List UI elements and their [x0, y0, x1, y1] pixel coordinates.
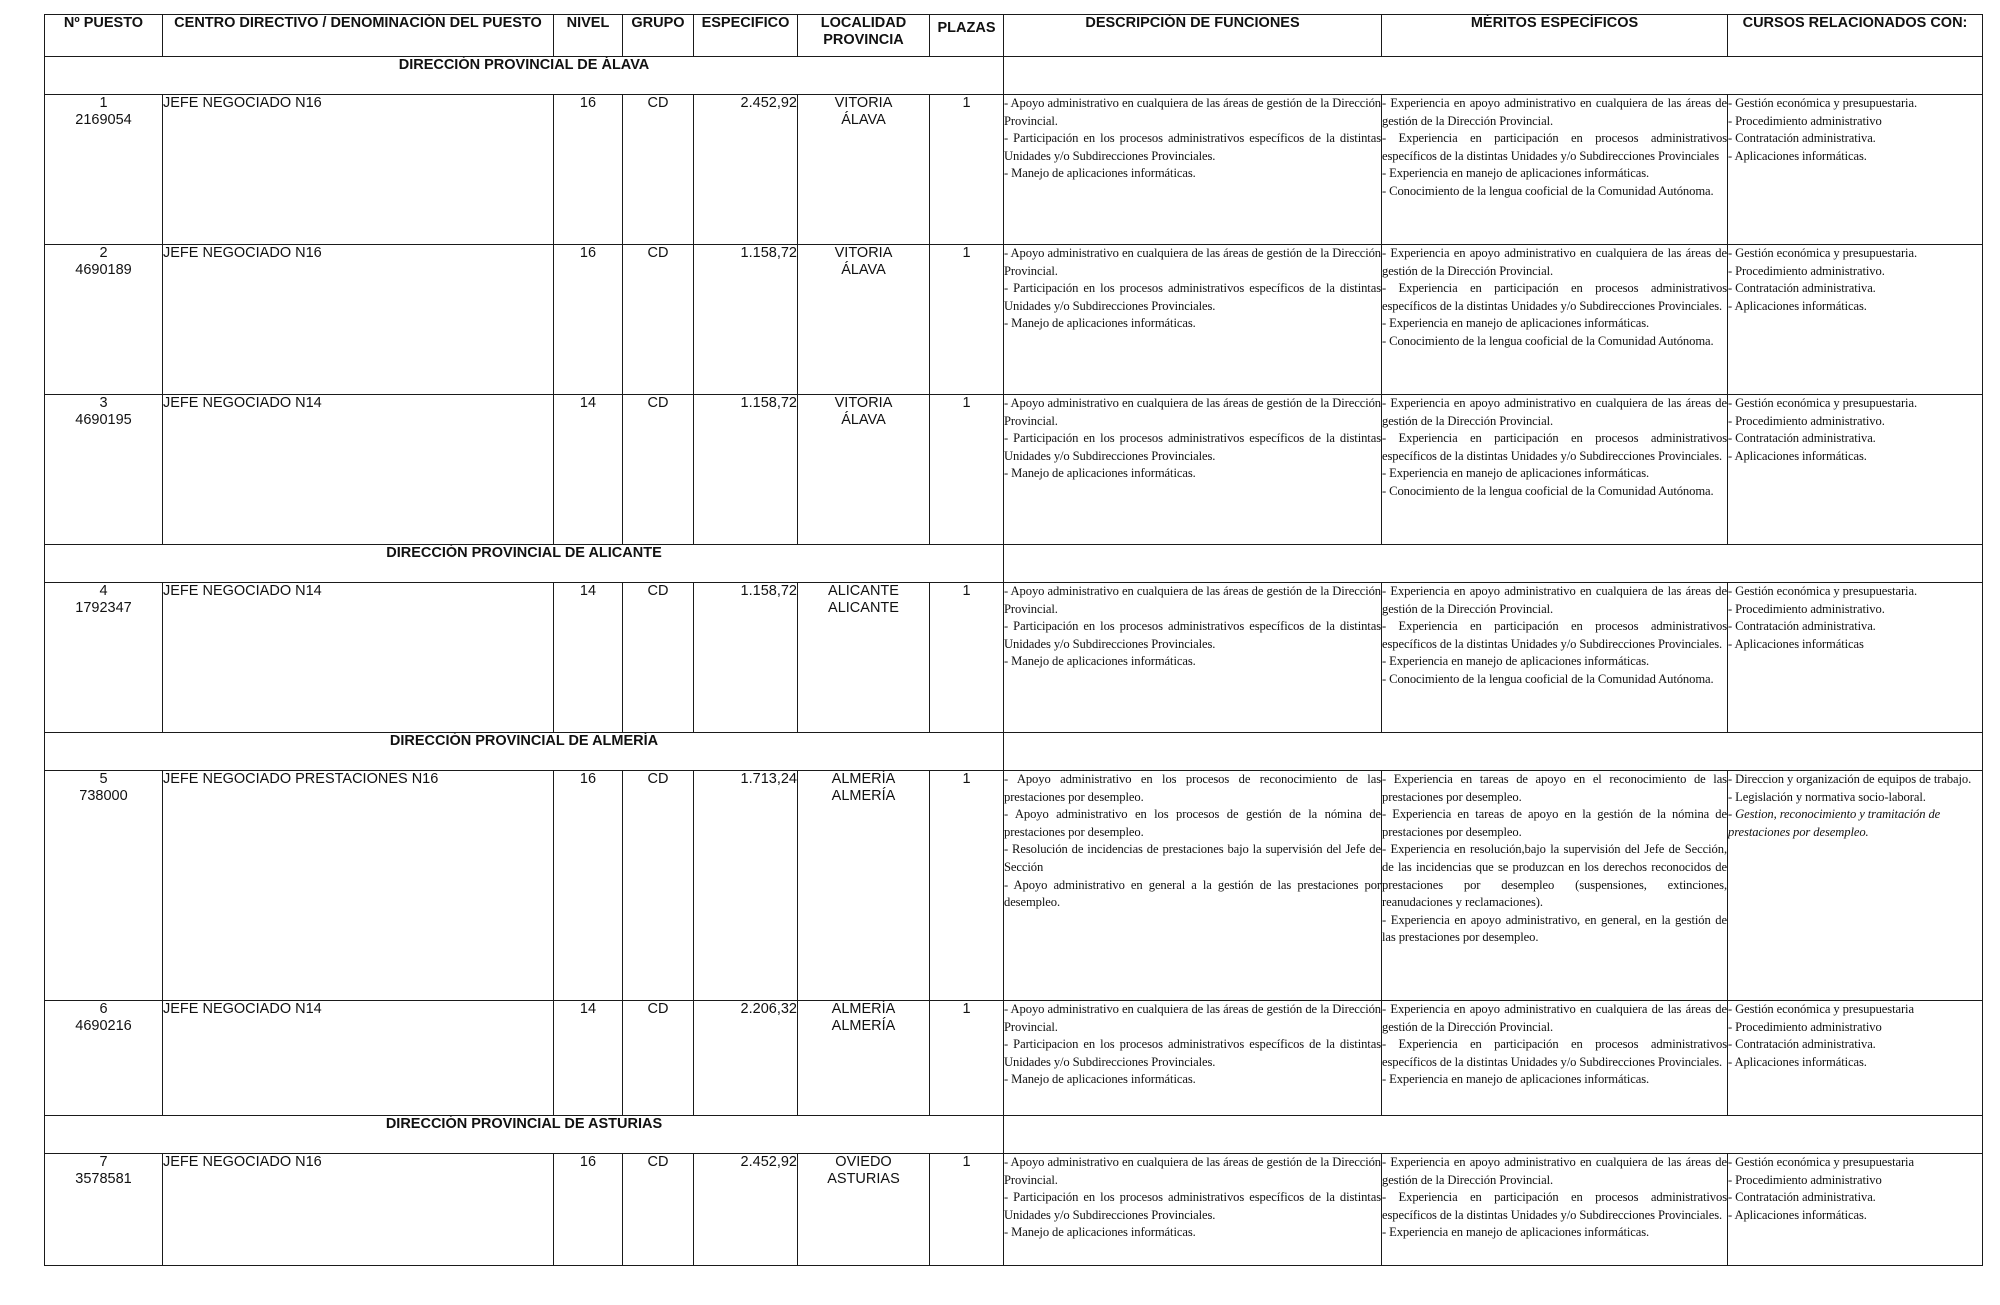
- table-row: [45, 771, 1983, 1001]
- denominacion: JEFE NEGOCIADO N16: [163, 95, 322, 111]
- merito-item: - Experiencia en participación en procesos administrativos específicos de la distintas Unidades y/o Subdirecciones Provinciales: [1382, 131, 1727, 163]
- table-row: [45, 395, 1983, 545]
- cell-meritos: [1382, 1154, 1728, 1266]
- cell-plazas: [930, 1154, 1004, 1266]
- cell-meritos: [1382, 395, 1728, 545]
- cell-meritos: [1382, 95, 1728, 245]
- job-positions-table: [44, 14, 1983, 1266]
- curso-item: - Contratación administrativa.: [1728, 131, 1876, 146]
- puesto-code: 738000: [79, 788, 128, 804]
- cell-denominacion: [163, 95, 554, 245]
- grupo: CD: [647, 245, 669, 261]
- curso-item: - Aplicaciones informáticas: [1728, 636, 1864, 651]
- cell-meritos: [1382, 245, 1728, 395]
- curso-item: - Procedimiento administrativo: [1728, 113, 1882, 128]
- funcion-item: - Manejo de aplicaciones informáticas.: [1004, 466, 1196, 481]
- cell-denominacion: [163, 245, 554, 395]
- section-title-cell: [45, 733, 1004, 771]
- cell-puesto: [45, 245, 163, 395]
- merito-item: - Experiencia en participación en procesos administrativos específicos de la distintas Unidades y/o Subdirecciones Provinciales.: [1382, 1037, 1727, 1069]
- cell-grupo: [623, 771, 694, 1001]
- section-row: [45, 1116, 1983, 1154]
- section-title: DIRECCIÓN PROVINCIAL DE ÁLAVA: [398, 57, 650, 73]
- merito-item: - Experiencia en tareas de apoyo en la gestión de la nómina de prestaciones por desempleo.: [1382, 807, 1727, 839]
- cell-plazas: [930, 245, 1004, 395]
- funcion-item: - Manejo de aplicaciones informáticas.: [1004, 316, 1196, 331]
- merito-item: - Experiencia en apoyo administrativo en cualquiera de las áreas de gestión de la Dirección Provincial.: [1382, 246, 1727, 278]
- provincia: ÁLAVA: [841, 412, 886, 428]
- puesto-code: 3578581: [75, 1171, 132, 1187]
- curso-item: - Gestión económica y presupuestaria.: [1728, 246, 1917, 260]
- funcion-item: - Apoyo administrativo en los procesos de reconocimiento de las prestaciones por desempleo.: [1004, 772, 1381, 804]
- curso-item: - Gestión económica y presupuestaria.: [1728, 584, 1917, 598]
- puesto-number: 4: [99, 583, 108, 599]
- merito-item: - Experiencia en participación en procesos administrativos específicos de la distintas Unidades y/o Subdirecciones Provinciales.: [1382, 1190, 1727, 1222]
- funcion-item: - Participación en los procesos administrativos específicos de la distintas Unidades y/o Subdirecciones Provinciales.: [1004, 1190, 1381, 1222]
- funcion-item: - Participación en los procesos administrativos específicos de la distintas Unidades y/o Subdirecciones Provinciales.: [1004, 281, 1381, 313]
- curso-item: - Aplicaciones informáticas.: [1728, 1054, 1867, 1069]
- cell-puesto: [45, 95, 163, 245]
- cell-funciones: [1004, 245, 1382, 395]
- plazas: 1: [962, 395, 971, 411]
- especifico: 2.452,92: [740, 95, 797, 111]
- localidad: ALMERÍA: [831, 771, 896, 787]
- puesto-number: 1: [99, 95, 108, 111]
- nivel: 14: [579, 583, 597, 599]
- puesto-code: 4690216: [75, 1018, 132, 1034]
- merito-item: - Experiencia en manejo de aplicaciones informáticas.: [1382, 1225, 1650, 1240]
- provincia: ÁLAVA: [841, 112, 886, 128]
- curso-item: - Gestion, reconocimiento y tramitación de prestaciones por desempleo.: [1728, 807, 1941, 839]
- grupo: CD: [647, 1154, 669, 1170]
- plazas: 1: [962, 583, 971, 599]
- curso-item: - Contratación administrativa.: [1728, 281, 1876, 296]
- funcion-item: - Manejo de aplicaciones informáticas.: [1004, 654, 1196, 669]
- especifico: 2.206,32: [740, 1001, 797, 1017]
- cell-nivel: [554, 1001, 623, 1116]
- puesto-code: 2169054: [75, 112, 132, 128]
- cell-meritos: [1382, 771, 1728, 1001]
- cell-puesto: [45, 771, 163, 1001]
- curso-item: - Procedimiento administrativo.: [1728, 601, 1885, 616]
- header-centro: CENTRO DIRECTIVO / DENOMINACIÓN DEL PUESTO: [163, 15, 554, 57]
- table-row: [45, 583, 1983, 733]
- section-empty-cell: [1004, 1116, 1983, 1154]
- cell-denominacion: [163, 583, 554, 733]
- cell-grupo: [623, 245, 694, 395]
- cell-plazas: [930, 1001, 1004, 1116]
- section-empty-cell: [1004, 57, 1983, 95]
- cell-localidad-provincia: [798, 395, 930, 545]
- localidad: OVIEDO: [835, 1154, 892, 1170]
- funcion-item: - Apoyo administrativo en cualquiera de las áreas de gestión de la Dirección Provincial.: [1004, 1155, 1381, 1187]
- table-row: [45, 1001, 1983, 1116]
- curso-item: - Contratación administrativa.: [1728, 619, 1876, 634]
- cell-funciones: [1004, 1001, 1382, 1116]
- grupo: CD: [647, 1001, 669, 1017]
- plazas: 1: [962, 95, 971, 111]
- cell-cursos: [1728, 1001, 1983, 1116]
- cell-nivel: [554, 1154, 623, 1266]
- cell-grupo: [623, 1001, 694, 1116]
- funcion-item: - Apoyo administrativo en general a la gestión de las prestaciones por desempleo.: [1004, 877, 1381, 910]
- provincia: ALMERÍA: [831, 788, 896, 804]
- cell-plazas: [930, 95, 1004, 245]
- merito-item: - Experiencia en apoyo administrativo en cualquiera de las áreas de gestión de la Dirección Provincial.: [1382, 584, 1727, 616]
- puesto-code: 4690189: [75, 262, 132, 278]
- funcion-item: - Apoyo administrativo en cualquiera de las áreas de gestión de la Dirección Provincial.: [1004, 96, 1381, 128]
- cell-nivel: [554, 771, 623, 1001]
- merito-item: - Experiencia en resolución,bajo la supervisión del Jefe de Sección, de las incidencias que se produzcan en los derechos reconocidos de prestaciones por desempleo (suspensiones, extinciones, reanudaciones y reclamaciones).: [1382, 842, 1727, 910]
- grupo: CD: [647, 395, 669, 411]
- table-row: [45, 1154, 1983, 1266]
- denominacion: JEFE NEGOCIADO PRESTACIONES N16: [163, 771, 439, 787]
- section-empty-cell: [1004, 733, 1983, 771]
- cell-puesto: [45, 1154, 163, 1266]
- curso-item: - Legislación y normativa socio-laboral.: [1728, 789, 1926, 804]
- curso-item: - Gestión económica y presupuestaria: [1728, 1155, 1914, 1169]
- curso-item: - Contratación administrativa.: [1728, 1190, 1876, 1205]
- funcion-item: - Manejo de aplicaciones informáticas.: [1004, 166, 1196, 181]
- header-provincia: PROVINCIA: [823, 32, 904, 48]
- curso-item: - Aplicaciones informáticas.: [1728, 1207, 1867, 1222]
- header-descripcion: DESCRIPCIÓN DE FUNCIONES: [1004, 15, 1382, 57]
- curso-item: - Gestión económica y presupuestaria.: [1728, 96, 1917, 110]
- cell-puesto: [45, 395, 163, 545]
- funcion-item: - Apoyo administrativo en los procesos de gestión de la nómina de prestaciones por desempleo.: [1004, 807, 1381, 839]
- provincia: ALMERÍA: [831, 1018, 896, 1034]
- curso-item: - Gestión económica y presupuestaria.: [1728, 396, 1917, 410]
- cell-puesto: [45, 583, 163, 733]
- provincia: ALICANTE: [828, 600, 899, 616]
- section-title: DIRECCIÓN PROVINCIAL DE ALICANTE: [386, 545, 662, 561]
- cell-especifico: [694, 771, 798, 1001]
- cell-grupo: [623, 395, 694, 545]
- curso-item: - Aplicaciones informáticas.: [1728, 148, 1867, 163]
- funcion-item: - Participacion en los procesos administrativos específicos de la distintas Unidades y/o Subdirecciones Provinciales.: [1004, 1037, 1381, 1069]
- merito-item: - Conocimiento de la lengua cooficial de la Comunidad Autónoma.: [1382, 333, 1714, 348]
- header-grupo: GRUPO: [623, 15, 694, 57]
- cell-especifico: [694, 245, 798, 395]
- localidad: VITORIA: [834, 395, 893, 411]
- especifico: 1.158,72: [740, 395, 797, 411]
- merito-item: - Experiencia en apoyo administrativo en cualquiera de las áreas de gestión de la Dirección Provincial.: [1382, 1155, 1727, 1187]
- cell-localidad-provincia: [798, 1154, 930, 1266]
- funcion-item: - Apoyo administrativo en cualquiera de las áreas de gestión de la Dirección Provincial.: [1004, 246, 1381, 278]
- cell-cursos: [1728, 395, 1983, 545]
- cell-grupo: [623, 95, 694, 245]
- table-body: [45, 57, 1983, 1266]
- especifico: 1.158,72: [740, 583, 797, 599]
- localidad: VITORIA: [834, 95, 893, 111]
- merito-item: - Experiencia en participación en procesos administrativos específicos de la distintas Unidades y/o Subdirecciones Provinciales.: [1382, 619, 1727, 651]
- merito-item: - Experiencia en participación en procesos administrativos específicos de la distintas Unidades y/o Subdirecciones Provinciales.: [1382, 431, 1727, 463]
- funcion-item: - Apoyo administrativo en cualquiera de las áreas de gestión de la Dirección Provincial.: [1004, 584, 1381, 616]
- merito-item: - Conocimiento de la lengua cooficial de la Comunidad Autónoma.: [1382, 671, 1714, 686]
- localidad: ALMERÍA: [831, 1001, 896, 1017]
- puesto-code: 4690195: [75, 412, 132, 428]
- nivel: 16: [579, 245, 597, 261]
- cell-denominacion: [163, 395, 554, 545]
- merito-item: - Experiencia en manejo de aplicaciones informáticas.: [1382, 654, 1650, 669]
- denominacion: JEFE NEGOCIADO N16: [163, 1154, 322, 1170]
- cell-grupo: [623, 1154, 694, 1266]
- cell-nivel: [554, 95, 623, 245]
- cell-plazas: [930, 771, 1004, 1001]
- cell-grupo: [623, 583, 694, 733]
- cell-especifico: [694, 395, 798, 545]
- denominacion: JEFE NEGOCIADO N14: [163, 395, 322, 411]
- cell-cursos: [1728, 1154, 1983, 1266]
- funcion-item: - Apoyo administrativo en cualquiera de las áreas de gestión de la Dirección Provincial.: [1004, 1002, 1381, 1034]
- merito-item: - Experiencia en tareas de apoyo en el reconocimiento de las prestaciones por desempleo.: [1382, 772, 1727, 804]
- cell-localidad-provincia: [798, 771, 930, 1001]
- section-row: [45, 733, 1983, 771]
- merito-item: - Experiencia en manejo de aplicaciones informáticas.: [1382, 466, 1650, 481]
- header-puesto: Nº PUESTO: [45, 15, 163, 57]
- merito-item: - Experiencia en apoyo administrativo en cualquiera de las áreas de gestión de la Dirección Provincial.: [1382, 1002, 1727, 1034]
- localidad: VITORIA: [834, 245, 893, 261]
- funcion-item: - Apoyo administrativo en cualquiera de las áreas de gestión de la Dirección Provincial.: [1004, 396, 1381, 428]
- funcion-item: - Participación en los procesos administrativos específicos de la distintas Unidades y/o Subdirecciones Provinciales.: [1004, 431, 1381, 463]
- grupo: CD: [647, 95, 669, 111]
- section-title: DIRECCIÓN PROVINCIAL DE ASTURIAS: [385, 1116, 663, 1132]
- cell-especifico: [694, 1001, 798, 1116]
- merito-item: - Conocimiento de la lengua cooficial de la Comunidad Autónoma.: [1382, 483, 1714, 498]
- cell-denominacion: [163, 1154, 554, 1266]
- curso-item: - Direccion y organización de equipos de trabajo.: [1728, 772, 1972, 786]
- provincia: ÁLAVA: [841, 262, 886, 278]
- header-nivel: NIVEL: [554, 15, 623, 57]
- plazas: 1: [962, 771, 971, 787]
- funcion-item: - Manejo de aplicaciones informáticas.: [1004, 1225, 1196, 1240]
- especifico: 2.452,92: [740, 1154, 797, 1170]
- curso-item: - Aplicaciones informáticas.: [1728, 298, 1867, 313]
- cell-funciones: [1004, 395, 1382, 545]
- plazas: 1: [962, 1001, 971, 1017]
- cell-cursos: [1728, 95, 1983, 245]
- header-plazas: PLAZAS: [930, 15, 1004, 57]
- cell-puesto: [45, 1001, 163, 1116]
- cell-localidad-provincia: [798, 245, 930, 395]
- nivel: 16: [579, 1154, 597, 1170]
- plazas: 1: [962, 1154, 971, 1170]
- cell-denominacion: [163, 1001, 554, 1116]
- grupo: CD: [647, 771, 669, 787]
- cell-plazas: [930, 395, 1004, 545]
- cell-nivel: [554, 583, 623, 733]
- curso-item: - Contratación administrativa.: [1728, 431, 1876, 446]
- header-cursos: CURSOS RELACIONADOS CON:: [1728, 15, 1983, 57]
- header-meritos: MÉRITOS ESPECÍFICOS: [1382, 15, 1728, 57]
- puesto-number: 6: [99, 1001, 108, 1017]
- cell-especifico: [694, 583, 798, 733]
- cell-localidad-provincia: [798, 583, 930, 733]
- cell-especifico: [694, 1154, 798, 1266]
- header-row: [45, 15, 1983, 57]
- merito-item: - Experiencia en manejo de aplicaciones informáticas.: [1382, 1072, 1650, 1087]
- section-title-cell: [45, 545, 1004, 583]
- nivel: 14: [579, 395, 597, 411]
- curso-item: - Procedimiento administrativo: [1728, 1019, 1882, 1034]
- plazas: 1: [962, 245, 971, 261]
- nivel: 16: [579, 771, 597, 787]
- cell-nivel: [554, 395, 623, 545]
- puesto-number: 7: [99, 1154, 108, 1170]
- section-title-cell: [45, 57, 1004, 95]
- cell-meritos: [1382, 1001, 1728, 1116]
- cell-funciones: [1004, 95, 1382, 245]
- merito-item: - Experiencia en apoyo administrativo, en general, en la gestión de las prestaciones por desempleo.: [1382, 912, 1727, 945]
- cell-funciones: [1004, 771, 1382, 1001]
- especifico: 1.713,24: [740, 771, 797, 787]
- merito-item: - Experiencia en manejo de aplicaciones informáticas.: [1382, 166, 1650, 181]
- merito-item: - Experiencia en manejo de aplicaciones informáticas.: [1382, 316, 1650, 331]
- cell-denominacion: [163, 771, 554, 1001]
- especifico: 1.158,72: [740, 245, 797, 261]
- section-empty-cell: [1004, 545, 1983, 583]
- header-especifico: ESPECIFICO: [694, 15, 798, 57]
- grupo: CD: [647, 583, 669, 599]
- nivel: 16: [579, 95, 597, 111]
- merito-item: - Experiencia en apoyo administrativo en cualquiera de las áreas de gestión de la Dirección Provincial.: [1382, 396, 1727, 428]
- puesto-number: 2: [99, 245, 108, 261]
- denominacion: JEFE NEGOCIADO N14: [163, 583, 322, 599]
- section-title-cell: [45, 1116, 1004, 1154]
- header-localidad-provincia: [798, 15, 930, 57]
- header-localidad: LOCALIDAD: [820, 15, 907, 31]
- merito-item: - Experiencia en participación en procesos administrativos específicos de la distintas Unidades y/o Subdirecciones Provinciales.: [1382, 281, 1727, 313]
- cell-especifico: [694, 95, 798, 245]
- nivel: 14: [579, 1001, 597, 1017]
- table-row: [45, 245, 1983, 395]
- puesto-code: 1792347: [75, 600, 132, 616]
- cell-cursos: [1728, 245, 1983, 395]
- curso-item: - Procedimiento administrativo: [1728, 1172, 1882, 1187]
- denominacion: JEFE NEGOCIADO N16: [163, 245, 322, 261]
- funcion-item: - Resolución de incidencias de prestaciones bajo la supervisión del Jefe de Sección: [1004, 842, 1381, 874]
- provincia: ASTURIAS: [827, 1171, 900, 1187]
- puesto-number: 5: [99, 771, 108, 787]
- cell-meritos: [1382, 583, 1728, 733]
- funcion-item: - Manejo de aplicaciones informáticas.: [1004, 1072, 1196, 1087]
- curso-item: - Procedimiento administrativo.: [1728, 263, 1885, 278]
- cell-cursos: [1728, 771, 1983, 1001]
- funcion-item: - Participación en los procesos administrativos específicos de la distintas Unidades y/o Subdirecciones Provinciales.: [1004, 131, 1381, 163]
- cell-plazas: [930, 583, 1004, 733]
- cell-funciones: [1004, 583, 1382, 733]
- cell-nivel: [554, 245, 623, 395]
- curso-item: - Gestión económica y presupuestaria: [1728, 1002, 1914, 1016]
- puesto-number: 3: [99, 395, 108, 411]
- document-page: [44, 14, 1982, 1289]
- cell-funciones: [1004, 1154, 1382, 1266]
- section-title: DIRECCIÓN PROVINCIAL DE ALMERÍA: [389, 733, 659, 749]
- denominacion: JEFE NEGOCIADO N14: [163, 1001, 322, 1017]
- section-row: [45, 545, 1983, 583]
- curso-item: - Contratación administrativa.: [1728, 1037, 1876, 1052]
- curso-item: - Procedimiento administrativo.: [1728, 413, 1885, 428]
- cell-localidad-provincia: [798, 95, 930, 245]
- section-row: [45, 57, 1983, 95]
- localidad: ALICANTE: [828, 583, 899, 599]
- cell-localidad-provincia: [798, 1001, 930, 1116]
- curso-item: - Aplicaciones informáticas.: [1728, 448, 1867, 463]
- merito-item: - Conocimiento de la lengua cooficial de la Comunidad Autónoma.: [1382, 183, 1714, 198]
- merito-item: - Experiencia en apoyo administrativo en cualquiera de las áreas de gestión de la Dirección Provincial.: [1382, 96, 1727, 128]
- table-row: [45, 95, 1983, 245]
- funcion-item: - Participación en los procesos administrativos específicos de la distintas Unidades y/o Subdirecciones Provinciales.: [1004, 619, 1381, 651]
- cell-cursos: [1728, 583, 1983, 733]
